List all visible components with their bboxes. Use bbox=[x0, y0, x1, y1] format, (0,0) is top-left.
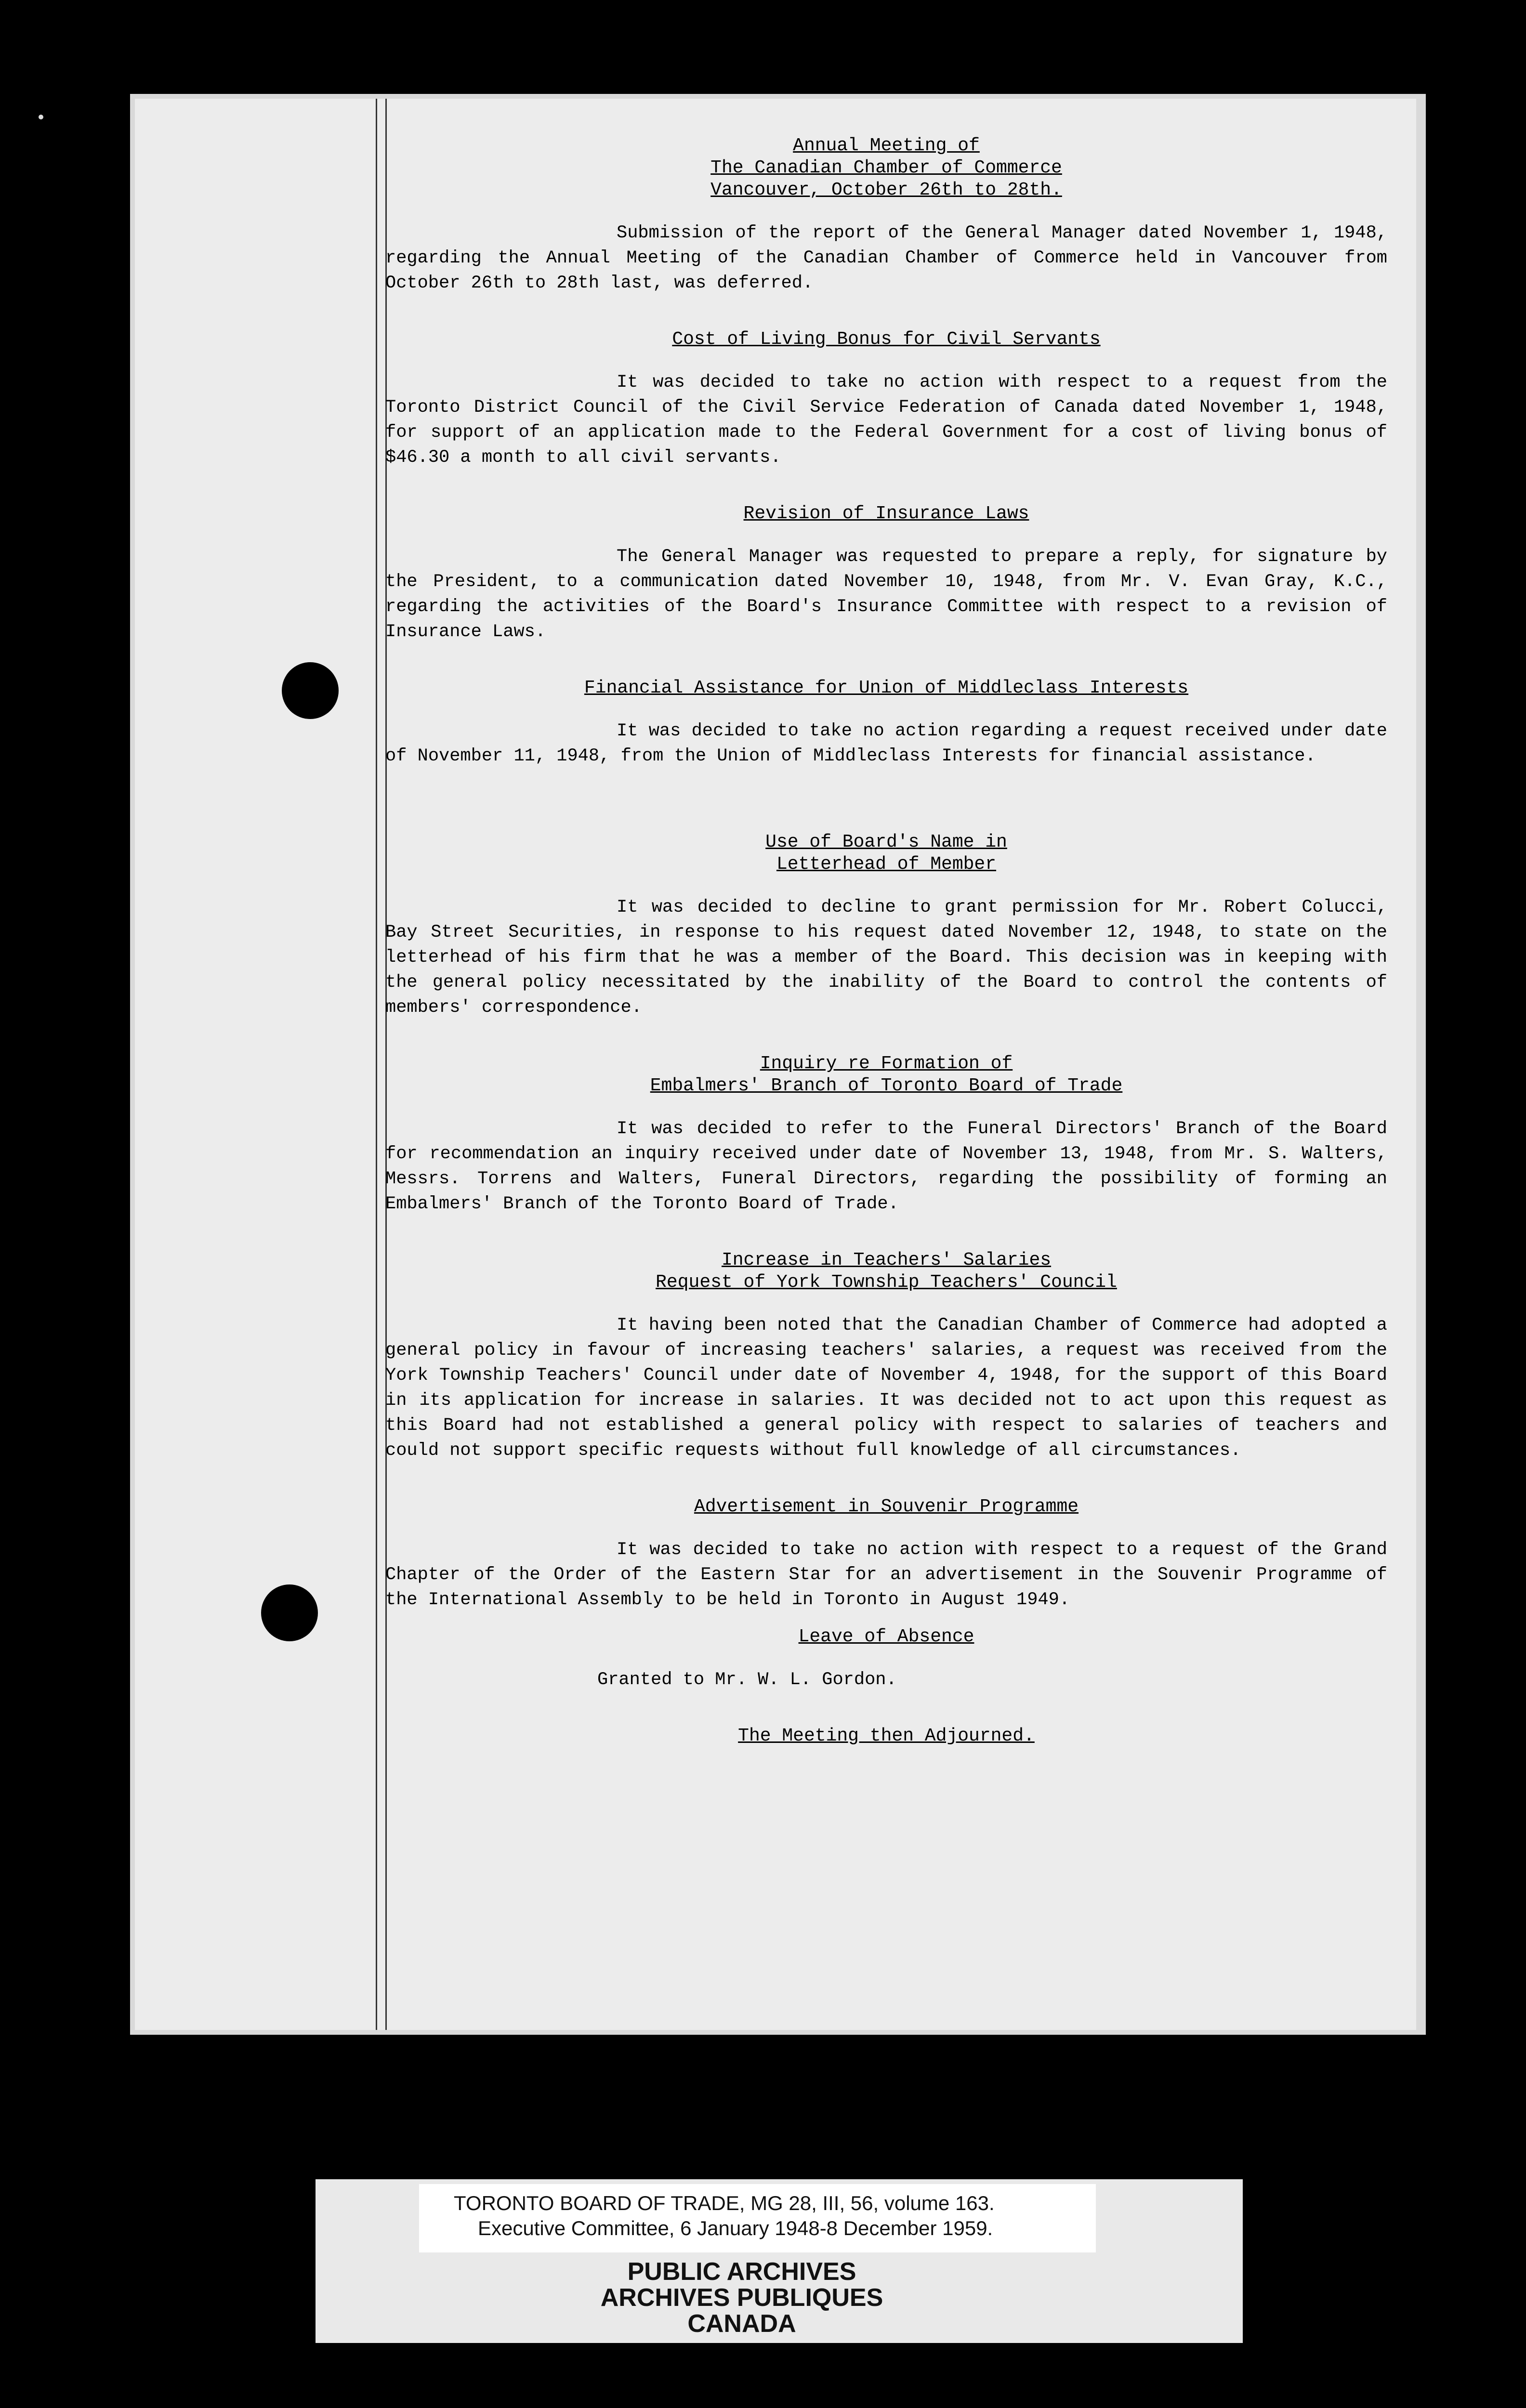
heading-line: Use of Board's Name in bbox=[765, 832, 1007, 852]
heading-line: Request of York Township Teachers' Council bbox=[656, 1272, 1117, 1293]
section-paragraph: It was decided to take no action regarding a request received under date of November 11, 1948, from the Union of Middleclass Interests for financial assistance. bbox=[385, 721, 1387, 766]
section-paragraph: Submission of the report of the General Manager dated November 1, 1948, regarding the Annual Meeting of the Canadian Chamber of Commerce held in Vancouver from October 26th to 28th last, was deferred. bbox=[385, 223, 1387, 293]
section-paragraph: It was decided to decline to grant permission for Mr. Robert Colucci, Bay Street Securities, in response to his request dated November 12, 1948, to state on the letterhead of his firm that he was a member of the Board. This decision was in keeping with the general policy necessitated by the inability of the Board to control the contents of members' correspondence. bbox=[385, 897, 1387, 1018]
archive-reference bbox=[419, 2184, 1096, 2252]
section-heading bbox=[385, 328, 1387, 351]
section bbox=[385, 503, 1387, 644]
margin-rule bbox=[376, 99, 377, 2030]
section-heading bbox=[385, 135, 1387, 201]
reference-line: Executive Committee, 6 January 1948-8 December 1959. bbox=[478, 2217, 993, 2239]
heading-line: Cost of Living Bonus for Civil Servants bbox=[672, 329, 1101, 350]
section-heading bbox=[385, 831, 1387, 876]
heading-line: Letterhead of Member bbox=[776, 854, 997, 875]
heading-line: Vancouver, October 26th to 28th. bbox=[710, 180, 1062, 200]
section bbox=[385, 677, 1387, 769]
punch-hole bbox=[261, 1584, 318, 1641]
heading-line: Revision of Insurance Laws bbox=[743, 503, 1029, 524]
section-paragraph: It was decided to refer to the Funeral Directors' Branch of the Board for recommendation an inquiry received under date of November 13, 1948, from Mr. S. Walters, Messrs. Torrens and Walters, Funeral Directors, regarding the possibility of forming an Embalmers' Branch of the Toronto Board of Trade. bbox=[385, 1119, 1387, 1214]
heading-line: The Canadian Chamber of Commerce bbox=[710, 157, 1062, 178]
section-heading bbox=[385, 1496, 1387, 1518]
minutes-body bbox=[385, 135, 1387, 1767]
section bbox=[385, 328, 1387, 470]
archives-stamp bbox=[395, 2259, 1089, 2338]
leave-paragraph: Granted to Mr. W. L. Gordon. bbox=[597, 1670, 897, 1690]
heading-line: Annual Meeting of bbox=[793, 135, 980, 156]
heading-line: Inquiry re Formation of bbox=[760, 1053, 1013, 1074]
section-heading bbox=[385, 677, 1387, 699]
section-heading bbox=[385, 503, 1387, 525]
section-paragraph: It having been noted that the Canadian Chamber of Commerce had adopted a general policy in favour of increasing teachers' salaries, a request was received from the York Township Teachers' Council under date of November 4, 1948, for the support of this Board in its application for increase in salaries. It was decided not to act upon this request as this Board had not established a general policy with respect to salaries of teachers and could not support specific requests without full knowledge of all circumstances. bbox=[385, 1315, 1387, 1461]
section bbox=[385, 1496, 1387, 1612]
section bbox=[385, 1249, 1387, 1463]
section-paragraph: The General Manager was requested to prepare a reply, for signature by the President, to a communication dated November 10, 1948, from Mr. V. Evan Gray, K.C., regarding the activities of the Board's Insurance Committee with respect to a revision of Insurance Laws. bbox=[385, 547, 1387, 642]
section bbox=[385, 831, 1387, 1020]
section-heading bbox=[385, 1053, 1387, 1097]
heading-line: Leave of Absence bbox=[798, 1626, 974, 1647]
closing-line: The Meeting then Adjourned. bbox=[738, 1726, 1035, 1746]
punch-hole bbox=[282, 662, 339, 719]
section-heading bbox=[385, 1249, 1387, 1294]
heading-line: Financial Assistance for Union of Middleclass Interests bbox=[584, 678, 1189, 698]
heading-line: Embalmers' Branch of Toronto Board of Trade bbox=[650, 1075, 1123, 1096]
reference-line: TORONTO BOARD OF TRADE, MG 28, III, 56, volume 163. bbox=[454, 2192, 995, 2214]
stamp-line: PUBLIC ARCHIVES bbox=[627, 2258, 856, 2286]
heading-line: Advertisement in Souvenir Programme bbox=[694, 1496, 1079, 1517]
speck bbox=[39, 115, 43, 119]
heading-line: Increase in Teachers' Salaries bbox=[721, 1250, 1052, 1270]
section bbox=[385, 1053, 1387, 1217]
section-heading bbox=[385, 1626, 1387, 1648]
section-paragraph: It was decided to take no action with respect to a request of the Grand Chapter of the Order of the Eastern Star for an advertisement in the Souvenir Programme of the International Assembly to be held in Toronto in August 1949. bbox=[385, 1540, 1387, 1610]
section bbox=[385, 135, 1387, 296]
section-paragraph: It was decided to take no action with respect to a request from the Toronto District Council of the Civil Service Federation of Canada dated November 1, 1948, for support of an application made to the Federal Government for a cost of living bonus of $46.30 a month to all civil servants. bbox=[385, 372, 1387, 468]
stamp-line: ARCHIVES PUBLIQUES bbox=[600, 2284, 883, 2312]
leave-section bbox=[385, 1626, 1387, 1692]
stamp-line: CANADA bbox=[687, 2310, 796, 2338]
